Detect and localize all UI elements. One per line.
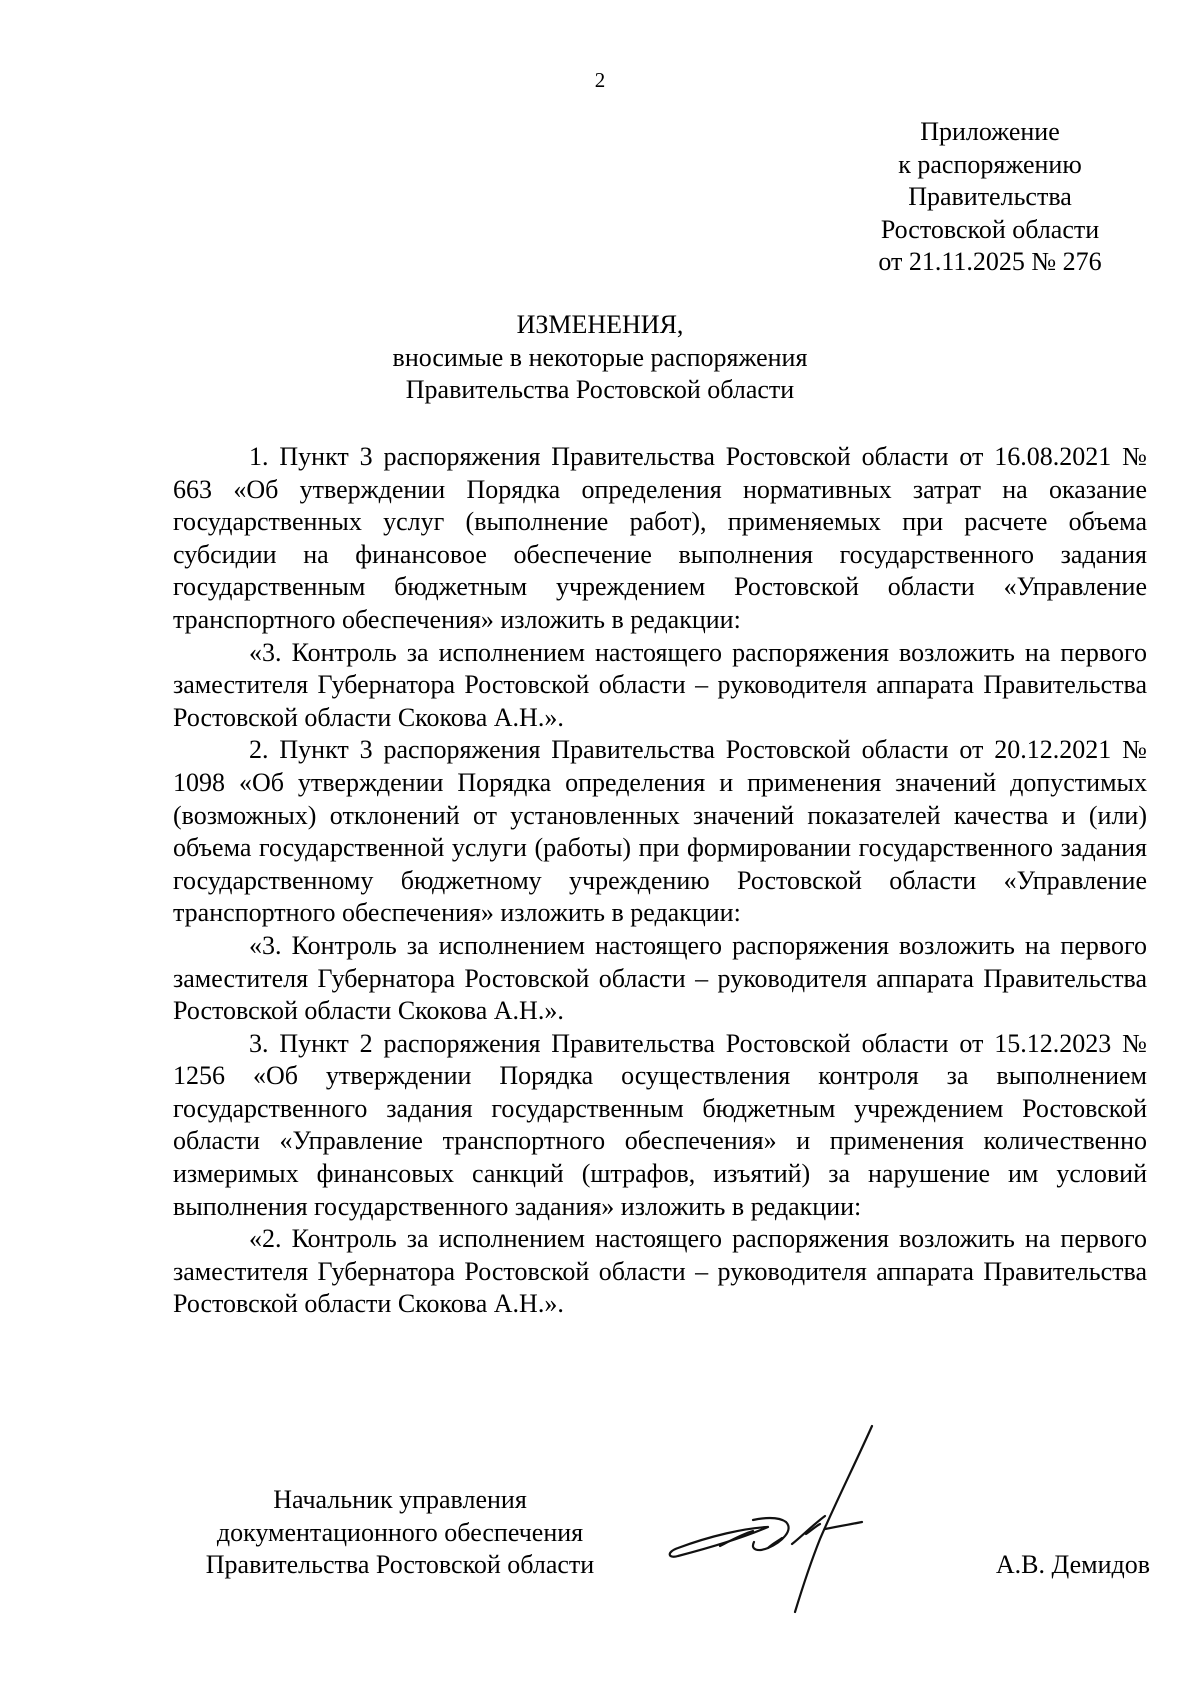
appendix-block	[840, 116, 1140, 279]
signature-block	[150, 1484, 1150, 1654]
paragraph-item-1: 1. Пункт 3 распоряжения Правительства Ростовской области от 16.08.2021 № 663 «Об утверждении Порядка определения нормативных затрат на оказание государственных услуг (выполнение работ), применяемых при расчете объема субсидии на финансовое обеспечение выполнения государственного задания государственным бюджетным учреждением Ростовской области «Управление транспортного обеспечения» изложить в редакции:	[173, 442, 1147, 634]
document-body	[173, 441, 1147, 1321]
page-number: 2	[594, 68, 606, 92]
appendix-line: Ростовской области	[880, 214, 1100, 244]
appendix-line: Правительства	[908, 182, 1072, 211]
title-heading: ИЗМЕНЕНИЯ,	[516, 310, 684, 339]
appendix-line: Приложение	[920, 117, 1060, 146]
paragraph-quote-3: «2. Контроль за исполнением настоящего распоряжения возложить на первого заместителя Губернатора Ростовской области – руководителя аппарата Правительства Ростовской области Скокова А.Н.».	[173, 1224, 1147, 1319]
appendix-date-number: от 21.11.2025 № 276	[878, 247, 1102, 276]
handwritten-signature	[650, 1424, 910, 1624]
title-subtitle: вносимые в некоторые распоряжения	[392, 342, 808, 372]
signer-name: А.В. Демидов	[995, 1550, 1150, 1579]
paragraph-item-2: 2. Пункт 3 распоряжения Правительства Ростовской области от 20.12.2021 № 1098 «Об утверждении Порядка определения и применения значений допустимых (возможных) отклонений от установленных значений показателей качества и (или) объема государственной услуги (работы) при формировании государственного задания государственному бюджетному учреждению Ростовской области «Управление транспортного обеспечения» изложить в редакции:	[173, 735, 1147, 928]
signer-position-line: Правительства Ростовской области	[205, 1550, 595, 1579]
signer-position-line: документационного обеспечения	[216, 1517, 584, 1547]
appendix-line: к распоряжению	[898, 149, 1082, 179]
signer-position-line: Начальник управления	[273, 1485, 527, 1514]
paragraph-quote-1: «3. Контроль за исполнением настоящего распоряжения возложить на первого заместителя Губернатора Ростовской области – руководителя аппарата Правительства Ростовской области Скокова А.Н.».	[173, 637, 1147, 732]
title-subtitle: Правительства Ростовской области	[405, 375, 795, 404]
paragraph-quote-2: «3. Контроль за исполнением настоящего распоряжения возложить на первого заместителя Губернатора Ростовской области – руководителя аппарата Правительства Ростовской области Скокова А.Н.».	[173, 930, 1147, 1026]
paragraph-item-3: 3. Пункт 2 распоряжения Правительства Ростовской области от 15.12.2023 № 1256 «Об утверждении Порядка осуществления контроля за выполнением государственного задания государственным бюджетным учреждением Ростовской области «Управление транспортного обеспечения» и применения количественно измеримых финансовых санкций (штрафов, изъятий) за нарушение им условий выполнения государственного задания» изложить в редакции:	[173, 1028, 1147, 1221]
signer-position	[150, 1484, 650, 1582]
document-title	[0, 309, 1200, 407]
